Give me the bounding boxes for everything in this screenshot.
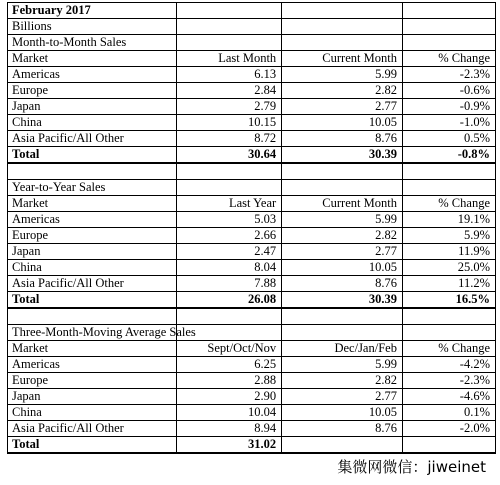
value-cell: 5.99 — [282, 67, 403, 83]
value-cell: -4.6% — [402, 389, 495, 405]
empty-cell — [402, 35, 495, 51]
value-cell: 2.66 — [177, 228, 282, 244]
value-cell: 5.03 — [177, 212, 282, 228]
total-row — [8, 292, 496, 309]
value-cell: 2.82 — [282, 373, 403, 389]
value-cell: 2.47 — [177, 244, 282, 260]
value-cell: 2.90 — [177, 389, 282, 405]
column-header: Current Month — [282, 51, 403, 67]
value-cell: -2.0% — [402, 421, 495, 437]
value-cell: 10.05 — [282, 405, 403, 421]
total-value: 30.39 — [282, 292, 403, 309]
sales-table-body — [8, 3, 496, 454]
table-row — [8, 244, 496, 260]
market-name: Asia Pacific/All Other — [8, 421, 177, 437]
total-value: 26.08 — [177, 292, 282, 309]
market-name: Japan — [8, 99, 177, 115]
table-row — [8, 276, 496, 292]
value-cell: 19.1% — [402, 212, 495, 228]
value-cell: 10.05 — [282, 115, 403, 131]
column-header-row — [8, 196, 496, 212]
market-name: Europe — [8, 373, 177, 389]
value-cell: 2.77 — [282, 99, 403, 115]
value-cell: 5.99 — [282, 212, 403, 228]
sales-table — [7, 2, 496, 454]
value-cell: 8.76 — [282, 131, 403, 147]
value-cell: 7.88 — [177, 276, 282, 292]
report-title: February 2017 — [8, 3, 177, 19]
section-heading: Year-to-Year Sales — [8, 180, 177, 196]
total-value: 30.64 — [177, 147, 282, 164]
value-cell: 8.94 — [177, 421, 282, 437]
column-header: % Change — [402, 196, 495, 212]
value-cell: 6.25 — [177, 357, 282, 373]
spacer-cell — [402, 308, 495, 325]
value-cell: 2.84 — [177, 83, 282, 99]
spacer-cell — [8, 163, 177, 180]
market-name: Asia Pacific/All Other — [8, 276, 177, 292]
spacer-cell — [282, 308, 403, 325]
value-cell: 0.1% — [402, 405, 495, 421]
spacer-cell — [177, 163, 282, 180]
table-row — [8, 212, 496, 228]
value-cell: 2.88 — [177, 373, 282, 389]
value-cell: 11.2% — [402, 276, 495, 292]
table-row — [8, 228, 496, 244]
empty-cell — [282, 35, 403, 51]
market-name: Americas — [8, 67, 177, 83]
table-row — [8, 99, 496, 115]
value-cell: 2.82 — [282, 83, 403, 99]
spacer-row — [8, 163, 496, 180]
total-value: 31.02 — [177, 437, 282, 454]
market-name: Japan — [8, 389, 177, 405]
total-value: 16.5% — [402, 292, 495, 309]
table-row — [8, 389, 496, 405]
value-cell: 10.04 — [177, 405, 282, 421]
value-cell: 2.82 — [282, 228, 403, 244]
value-cell: 5.99 — [282, 357, 403, 373]
empty-cell — [282, 325, 403, 341]
value-cell: 2.77 — [282, 244, 403, 260]
column-header: Market — [8, 196, 177, 212]
table-row — [8, 131, 496, 147]
section-heading-row — [8, 35, 496, 51]
market-name: China — [8, 115, 177, 131]
table-row — [8, 115, 496, 131]
value-cell: 8.72 — [177, 131, 282, 147]
market-name: China — [8, 260, 177, 276]
column-header: Sept/Oct/Nov — [177, 341, 282, 357]
total-value — [282, 437, 403, 454]
total-value: -0.8% — [402, 147, 495, 164]
table-row — [8, 260, 496, 276]
total-value: 30.39 — [282, 147, 403, 164]
value-cell: 8.04 — [177, 260, 282, 276]
title-row — [8, 3, 496, 19]
value-cell: -2.3% — [402, 67, 495, 83]
value-cell: -0.6% — [402, 83, 495, 99]
column-header: Market — [8, 51, 177, 67]
value-cell: 8.76 — [282, 276, 403, 292]
table-row — [8, 67, 496, 83]
watermark: 集微网微信：jiweinet — [331, 454, 492, 479]
total-value — [402, 437, 495, 454]
empty-cell — [177, 180, 282, 196]
total-label: Total — [8, 147, 177, 164]
value-cell: 10.15 — [177, 115, 282, 131]
column-header: Market — [8, 341, 177, 357]
spacer-cell — [8, 308, 177, 325]
value-cell: -4.2% — [402, 357, 495, 373]
total-row — [8, 437, 496, 454]
market-name: Americas — [8, 357, 177, 373]
table-row — [8, 83, 496, 99]
market-name: Europe — [8, 83, 177, 99]
market-name: Asia Pacific/All Other — [8, 131, 177, 147]
table-row — [8, 405, 496, 421]
market-name: Americas — [8, 212, 177, 228]
units-label: Billions — [8, 19, 177, 35]
value-cell: 8.76 — [282, 421, 403, 437]
table-row — [8, 421, 496, 437]
value-cell: 11.9% — [402, 244, 495, 260]
section-heading: Three-Month-Moving Average Sales — [8, 325, 177, 341]
column-header: Last Month — [177, 51, 282, 67]
table-row — [8, 357, 496, 373]
column-header: % Change — [402, 341, 495, 357]
value-cell: 0.5% — [402, 131, 495, 147]
value-cell: 2.77 — [282, 389, 403, 405]
market-name: Japan — [8, 244, 177, 260]
section-heading-row — [8, 325, 496, 341]
column-header: Dec/Jan/Feb — [282, 341, 403, 357]
value-cell: 2.79 — [177, 99, 282, 115]
value-cell: 10.05 — [282, 260, 403, 276]
empty-cell — [402, 325, 495, 341]
empty-cell — [282, 180, 403, 196]
column-header: Current Month — [282, 196, 403, 212]
spacer-cell — [402, 163, 495, 180]
value-cell: 25.0% — [402, 260, 495, 276]
column-header-row — [8, 341, 496, 357]
column-header: % Change — [402, 51, 495, 67]
spacer-row — [8, 308, 496, 325]
value-cell: 5.9% — [402, 228, 495, 244]
total-label: Total — [8, 292, 177, 309]
empty-cell — [177, 35, 282, 51]
section-heading: Month-to-Month Sales — [8, 35, 177, 51]
value-cell: -0.9% — [402, 99, 495, 115]
value-cell: -1.0% — [402, 115, 495, 131]
total-row — [8, 147, 496, 164]
empty-cell — [402, 180, 495, 196]
spacer-cell — [282, 163, 403, 180]
units-row — [8, 19, 496, 35]
value-cell: -2.3% — [402, 373, 495, 389]
value-cell: 6.13 — [177, 67, 282, 83]
total-label: Total — [8, 437, 177, 454]
market-name: Europe — [8, 228, 177, 244]
section-heading-row — [8, 180, 496, 196]
column-header-row — [8, 51, 496, 67]
table-row — [8, 373, 496, 389]
spacer-cell — [177, 308, 282, 325]
market-name: China — [8, 405, 177, 421]
column-header: Last Year — [177, 196, 282, 212]
